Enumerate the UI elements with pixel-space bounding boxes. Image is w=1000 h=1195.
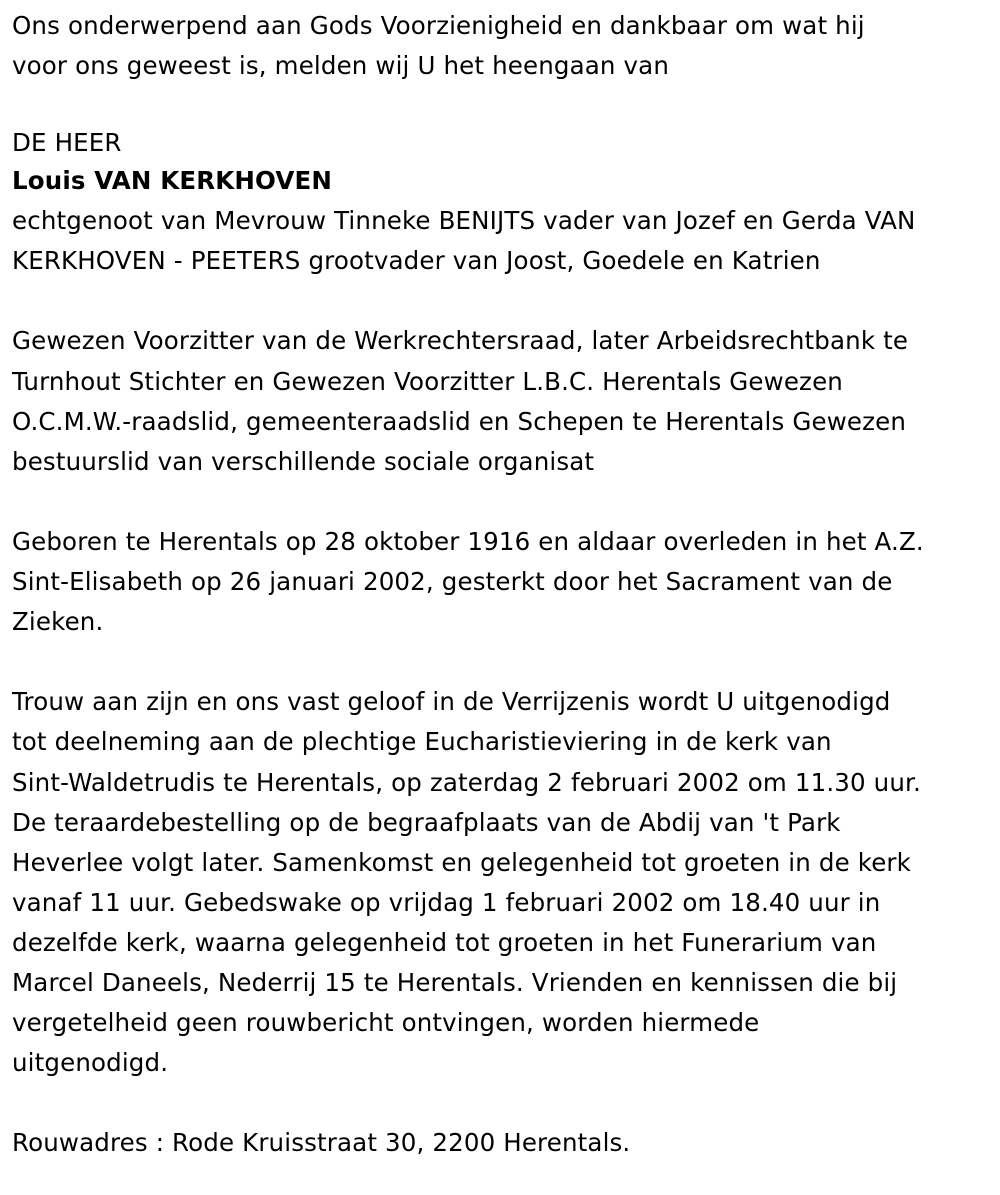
- family-paragraph: [12, 201, 992, 281]
- spacer: [12, 482, 992, 522]
- spacer: [12, 1083, 992, 1123]
- spacer: [12, 642, 992, 682]
- ceremony-line: uitgenodigd.: [12, 1048, 169, 1078]
- ceremony-line: Heverlee volgt later. Samenkomst en gelegenheid tot groeten in de kerk: [12, 847, 911, 877]
- ceremony-line: dezelfde kerk, waarna gelegenheid tot groeten in het Funerarium van: [12, 927, 877, 957]
- ceremony-line: De teraardebestelling op de begraafplaats van de Abdij van 't Park: [12, 807, 841, 837]
- obituary-document: [12, 6, 992, 1163]
- intro-paragraph: [12, 6, 992, 86]
- ceremony-line: vanaf 11 uur. Gebedswake op vrijdag 1 februari 2002 om 18.40 uur in: [12, 887, 881, 917]
- ceremony-line: vergetelheid geen rouwbericht ontvingen, worden hiermede: [12, 1008, 760, 1038]
- intro-line: voor ons geweest is, melden wij U het heengaan van: [12, 51, 670, 81]
- mourning-address: Rouwadres : Rode Kruisstraat 30, 2200 Herentals.: [12, 1128, 631, 1158]
- birth-death-line: Zieken.: [12, 607, 104, 637]
- ceremony-line: Trouw aan zijn en ons vast geloof in de Verrijzenis wordt U uitgenodigd: [12, 687, 891, 717]
- birth-death-line: Sint-Elisabeth op 26 januari 2002, gesterkt door het Sacrament van de: [12, 567, 893, 597]
- family-line: echtgenoot van Mevrouw Tinneke BENIJTS vader van Jozef en Gerda VAN: [12, 206, 916, 236]
- ceremony-paragraph: [12, 682, 992, 1083]
- career-line: Gewezen Voorzitter van de Werkrechtersraad, later Arbeidsrechtbank te: [12, 326, 909, 356]
- ceremony-line: Sint-Waldetrudis te Herentals, op zaterdag 2 februari 2002 om 11.30 uur.: [12, 767, 921, 797]
- birth-death-line: Geboren te Herentals op 28 oktober 1916 en aldaar overleden in het A.Z.: [12, 526, 924, 556]
- honorific-title: DE HEER: [12, 128, 122, 158]
- career-paragraph: [12, 321, 992, 481]
- deceased-name: Louis VAN KERKHOVEN: [12, 166, 332, 196]
- ceremony-line: tot deelneming aan de plechtige Eucharistieviering in de kerk van: [12, 727, 832, 757]
- career-line: O.C.M.W.-raadslid, gemeenteraadslid en Schepen te Herentals Gewezen: [12, 406, 907, 436]
- career-line: Turnhout Stichter en Gewezen Voorzitter L.B.C. Herentals Gewezen: [12, 366, 843, 396]
- ceremony-line: Marcel Daneels, Nederrij 15 te Herentals. Vrienden en kennissen die bij: [12, 967, 898, 997]
- spacer: [12, 281, 992, 321]
- career-line: bestuurslid van verschillende sociale organisat: [12, 446, 595, 476]
- spacer: [12, 86, 992, 123]
- family-line: KERKHOVEN - PEETERS grootvader van Joost, Goedele en Katrien: [12, 246, 821, 276]
- intro-line: Ons onderwerpend aan Gods Voorzienigheid en dankbaar om wat hij: [12, 11, 865, 40]
- birth-death-paragraph: [12, 522, 992, 642]
